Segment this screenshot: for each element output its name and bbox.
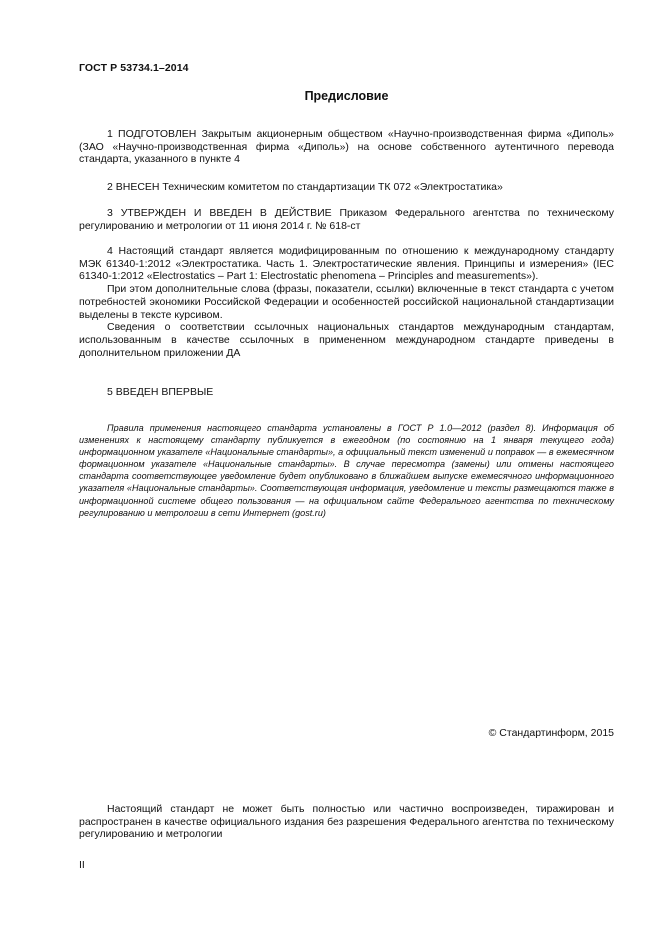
item-3-block — [79, 207, 614, 232]
item-2-text: 2 ВНЕСЕН Техническим комитетом по стандартизации ТК 072 «Электростатика» — [107, 181, 503, 193]
item-3-text: 3 УТВЕРЖДЕН И ВВЕДЕН В ДЕЙСТВИЕ Приказом Федерального агентства по техническому регулированию и метрологии от 11 июня 2014 г. № 618-ст — [79, 207, 614, 232]
item-4-paragraph-3: Сведения о соответствии ссылочных национальных стандартов международным стандартам, использованным в качестве ссылочных в примененном международном стандарте приведены в дополнительном приложении ДА — [79, 321, 614, 359]
document-code-header: ГОСТ Р 53734.1–2014 — [79, 62, 189, 74]
copyright-line: © Стандартинформ, 2015 — [488, 727, 614, 739]
page-number: II — [79, 859, 85, 871]
item-4-text: 4 Настоящий стандарт является модифицированным по отношению к международному стандарту МЭК 61340-1:2012 «Электростатика. Часть 1. Электростатические явления. Принципы и измерения» (IEC 61340-1:2012 «Electrostatics – Part 1: Electrostatic phenomena – Principles and measurements»). — [79, 245, 614, 283]
item-4-block — [79, 245, 614, 359]
copyright-notice: Настоящий стандарт не может быть полностью или частично воспроизведен, тиражирован и распространен в качестве официального издания без разрешения Федерального агентства по техническому регулированию и метрологии — [79, 803, 614, 841]
item-5-block — [79, 386, 614, 399]
item-4-paragraph-2: При этом дополнительные слова (фразы, показатели, ссылки) включенные в текст стандарта с учетом потребностей экономики Российской Федерации и особенностей российской национальной стандартизации выделены в тексте курсивом. — [79, 283, 614, 321]
item-2-block — [79, 181, 614, 194]
item-5-text: 5 ВВЕДЕН ВПЕРВЫЕ — [107, 386, 214, 398]
item-1-text: 1 ПОДГОТОВЛЕН Закрытым акционерным обществом «Научно-производственная фирма «Диполь» (ЗАО «Научно-производственная фирма «Диполь») на основе собственного аутентичного перевода стандарта, указанного в пункте 4 — [79, 128, 614, 166]
item-1-block — [79, 128, 614, 166]
page-title: Предисловие — [304, 89, 389, 103]
usage-notice-italic: Правила применения настоящего стандарта установлены в ГОСТ Р 1.0—2012 (раздел 8). Информация об изменениях к настоящему стандарту публикуется в ежегодном (по состоянию на 1 января текущего года) информационном указателе «Национальные стандарты», а официальный текст изменений и поправок — в ежемесячном формационном указателе «Национальные стандарты». В случае пересмотра (замены) или отмены настоящего стандарта соответствующее уведомление будет опубликовано в ближайшем выпуске ежемесячного информационного указателя «Национальные стандарты». Соответствующая информация, уведомление и тексты размещаются также в информационной системе общего пользования — на официальном сайте Федерального агентства по техническому регулированию и метрологии в сети Интернет (gost.ru) — [79, 423, 614, 518]
